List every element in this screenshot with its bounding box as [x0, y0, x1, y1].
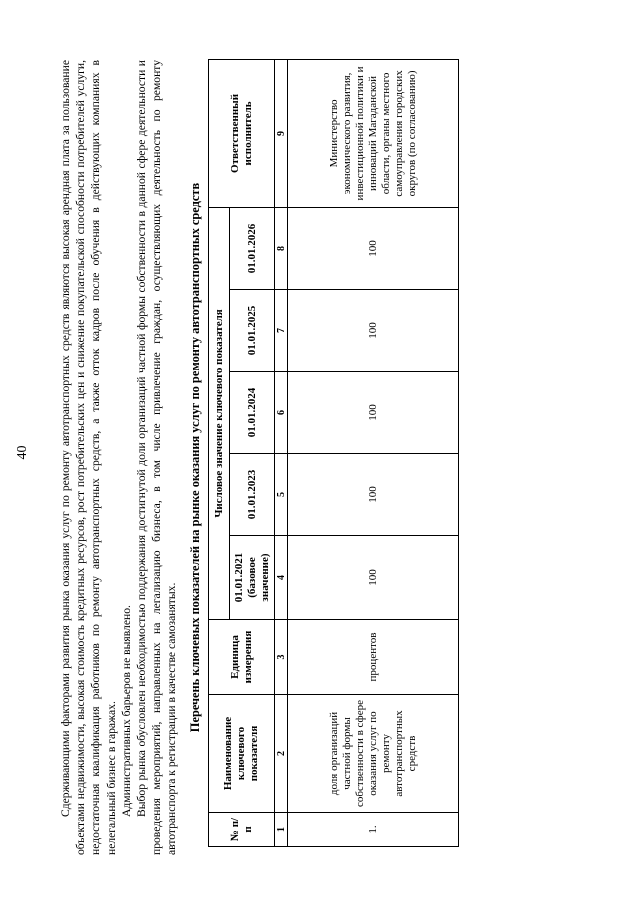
column-number: 8	[275, 207, 288, 289]
row-value: 100	[288, 290, 459, 372]
row-value: 100	[288, 372, 459, 454]
row-value: 100	[288, 454, 459, 536]
row-responsible: Министерство экономического развития, инвестиционной политики и инноваций Магаданской области, органы местного самоуправления городских округов (по согласованию)	[288, 59, 459, 207]
header-num: № п/п	[209, 813, 275, 847]
header-date-base: 01.01.2021 (базовое значение)	[230, 536, 275, 620]
row-num: 1.	[288, 813, 459, 847]
column-numbers-row	[275, 59, 288, 846]
row-value: 100	[288, 207, 459, 289]
key-indicators-table	[208, 59, 459, 847]
column-number: 6	[275, 372, 288, 454]
header-responsible: Ответственный исполнитель	[209, 59, 275, 207]
page-number: 40	[15, 445, 30, 460]
paragraph: Сдерживающими факторами развития рынка оказания услуг по ремонту автотранспортных средств являются высокая арендная плата за пользование объектами недвижимости, высокая стоимость кредитных ресурсов, рост потребительских цен и снижение покупательской способности потребителей услуги, недостаточная квалификация работников по ремонту автотранспортных средств, а также отток кадров после обучения в действующих компаниях в нелегальный бизнес в гаражах.	[59, 60, 118, 855]
table-row	[288, 59, 459, 846]
column-number: 7	[275, 290, 288, 372]
paragraph: Выбор рынка обусловлен необходимостью поддержания достигнутой доли организаций частной формы собственности в данной сфере деятельности и проведения мероприятий, направленных на легализацию бизнеса, в том числе привлечение граждан, осуществляющих деятельность по ремонту автотранспорта к регистрации в качестве самозанятых.	[135, 60, 179, 855]
row-indicator-name: доля организаций частной формы собственности в сфере оказания услуг по ремонту автотранспортных средств	[288, 695, 459, 813]
column-number: 2	[275, 695, 288, 813]
column-number: 9	[275, 59, 288, 207]
header-date: 01.01.2025	[230, 290, 275, 372]
header-unit: Единица измерения	[209, 620, 275, 695]
column-number: 4	[275, 536, 288, 620]
header-indicator-name: Наименование ключевого показателя	[209, 695, 275, 813]
header-date: 01.01.2026	[230, 207, 275, 289]
header-values-group: Числовое значение ключевого показателя	[209, 207, 230, 619]
header-date: 01.01.2023	[230, 454, 275, 536]
row-unit: процентов	[288, 620, 459, 695]
column-number: 1	[275, 813, 288, 847]
row-value: 100	[288, 536, 459, 620]
table-title: Перечень ключевых показателей на рынке оказания услуг по ремонту автотранспортных средств	[188, 182, 202, 733]
body-text	[58, 60, 180, 855]
column-number: 5	[275, 454, 288, 536]
column-number: 3	[275, 620, 288, 695]
header-date: 01.01.2024	[230, 372, 275, 454]
paragraph: Административных барьеров не выявлено.	[119, 605, 133, 817]
